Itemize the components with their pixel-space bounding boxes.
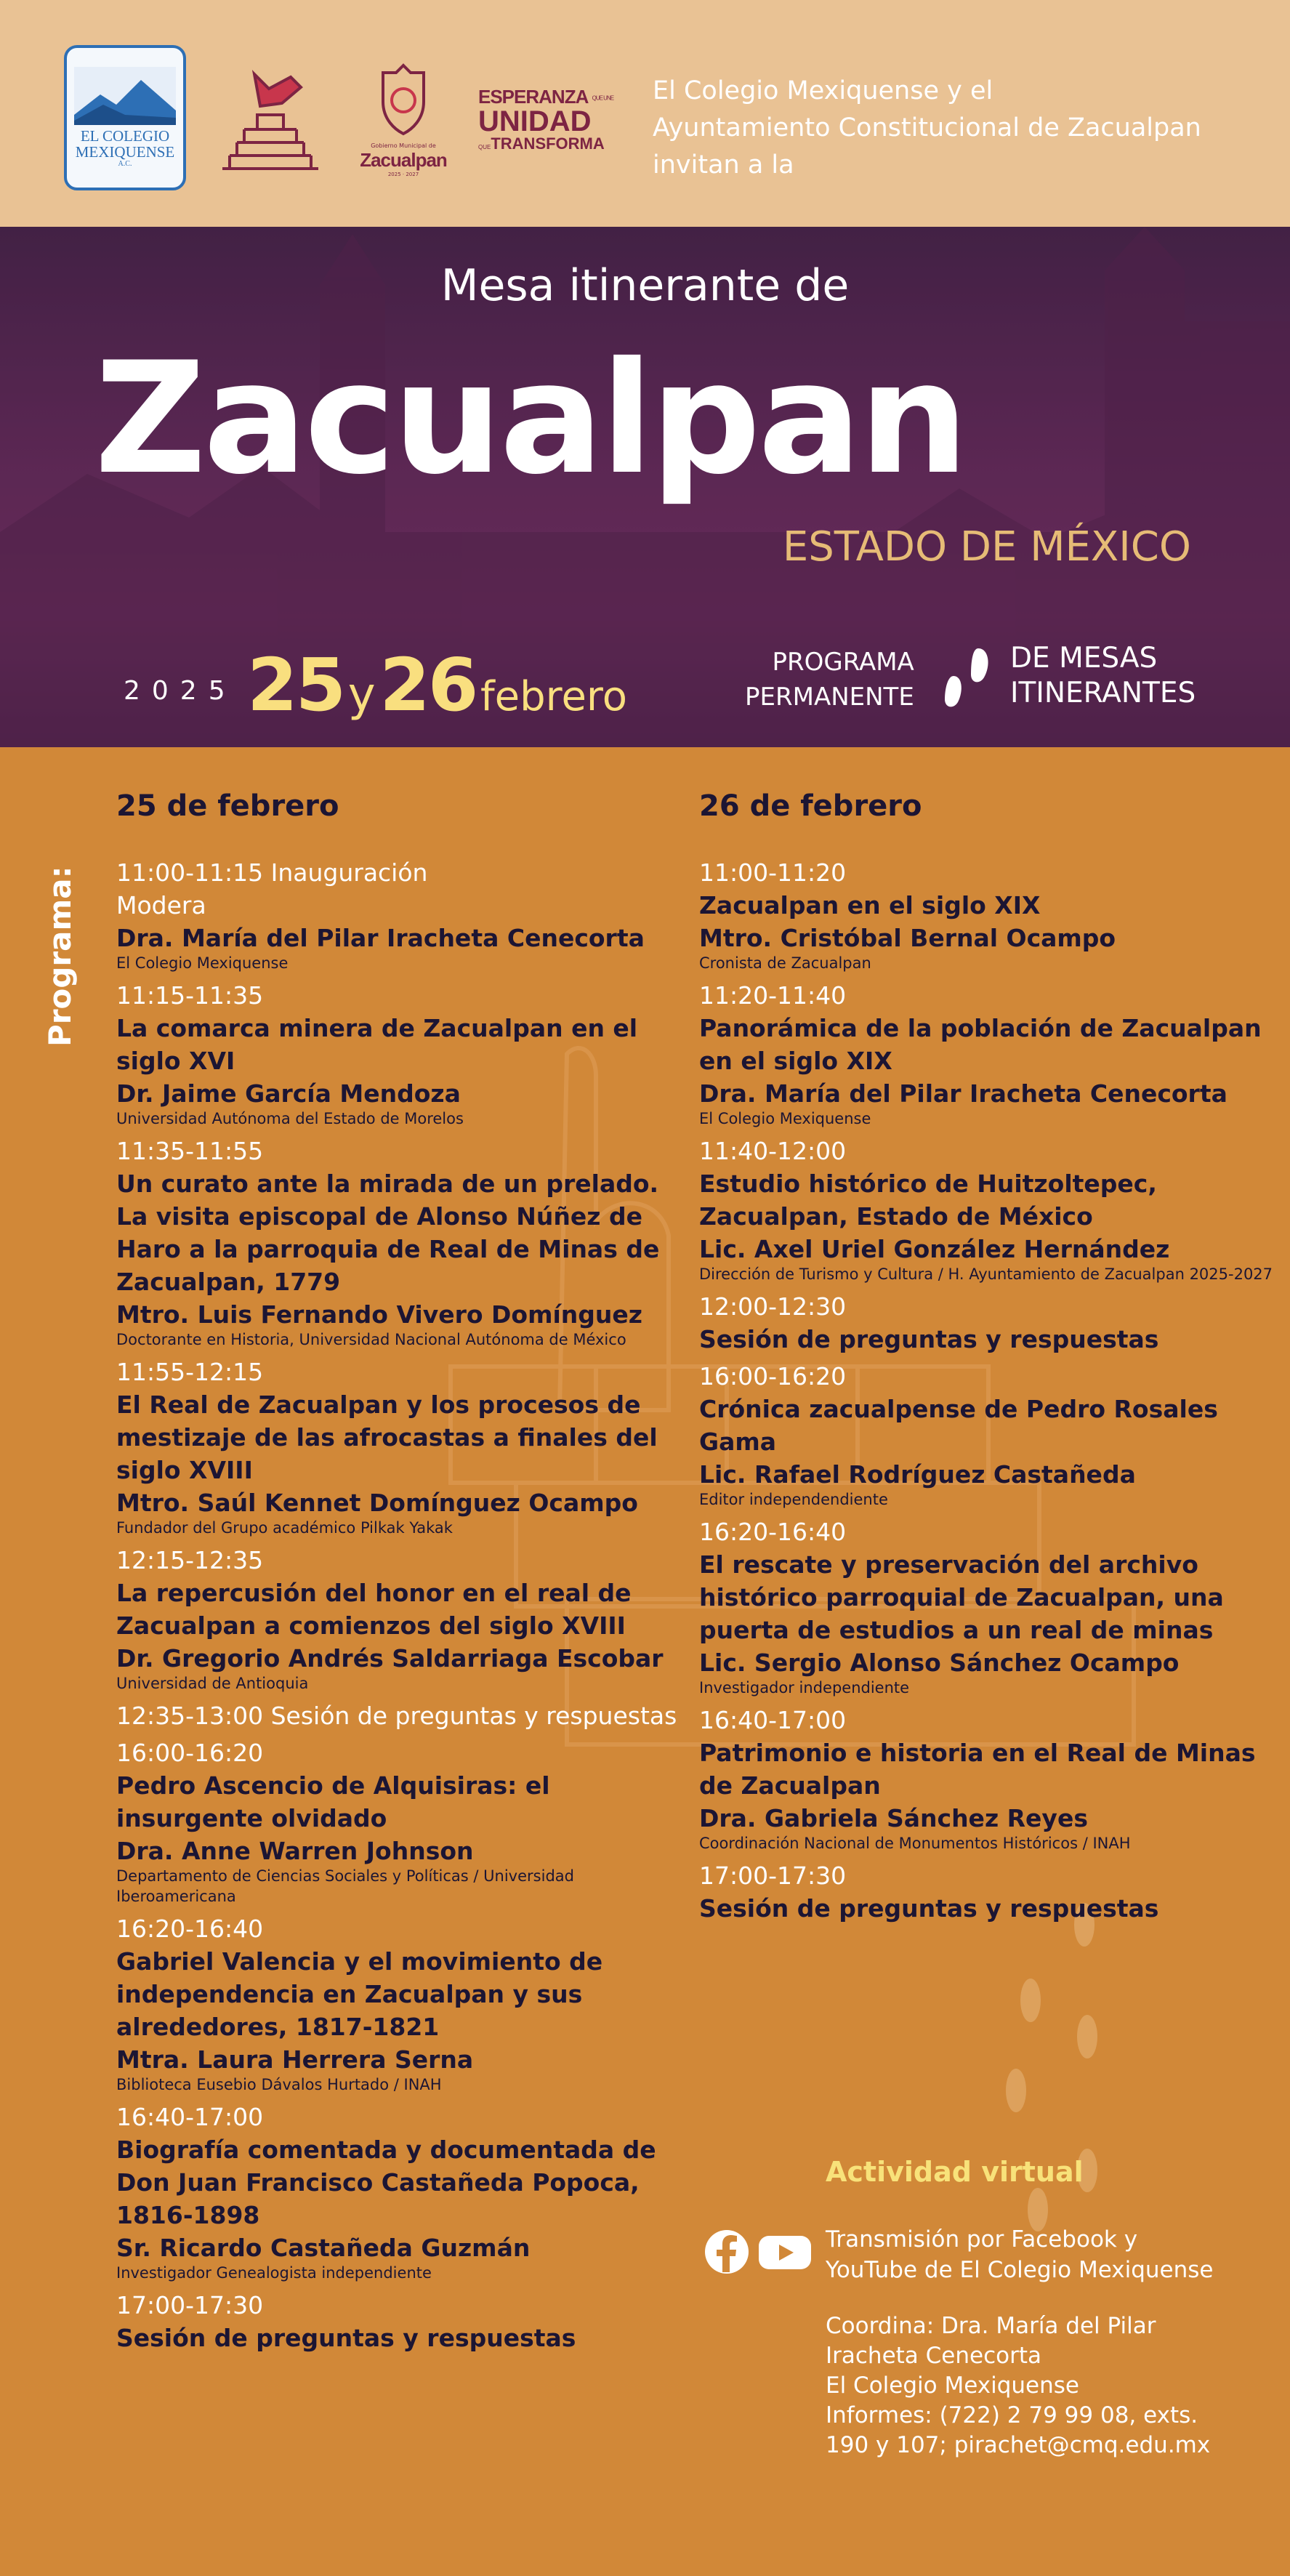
- invite-line: Ayuntamiento Constitucional de Zacualpan: [653, 113, 1201, 142]
- item-speaker: Mtro. Cristóbal Bernal Ocampo: [699, 924, 1116, 952]
- item-time: 12:00-12:30: [699, 1292, 847, 1321]
- item-time: 16:00-16:20: [116, 1739, 264, 1767]
- item-time: 16:20-16:40: [116, 1915, 264, 1943]
- municipio-name: Zacualpan: [360, 149, 447, 171]
- program-item: [699, 979, 1281, 1129]
- item-time: 16:00-16:20: [699, 1362, 847, 1390]
- item-affiliation: El Colegio Mexiquense: [699, 1110, 871, 1127]
- day1-items: [116, 856, 698, 2354]
- logo-line3: A.C.: [118, 160, 132, 168]
- program-item: [699, 1135, 1281, 1284]
- trans-line: YouTube de El Colegio Mexiquense: [826, 2257, 1214, 2283]
- coord-line: Coordina: Dra. María del Pilar: [826, 2313, 1156, 2339]
- logo-line2: MEXIQUENSE: [75, 143, 175, 161]
- item-title: La repercusión del honor en el real de Zacualpan a comienzos del siglo XVIII: [116, 1579, 632, 1640]
- program-item: [116, 1135, 698, 1350]
- program-item: [699, 1290, 1281, 1356]
- program-item: [116, 856, 698, 973]
- mesas-line1: DE MESAS: [1010, 642, 1158, 675]
- item-title: Pedro Ascencio de Alquisiras: el insurgente olvidado: [116, 1771, 550, 1832]
- program-item: [116, 2289, 698, 2354]
- program-item: [116, 1736, 698, 1907]
- item-title: Sesión de preguntas y respuestas: [699, 1894, 1159, 1923]
- item-speaker: Lic. Sergio Alonso Sánchez Ocampo: [699, 1649, 1180, 1677]
- item-time: 11:40-12:00: [699, 1137, 847, 1165]
- date-month: febrero: [480, 673, 627, 720]
- esp-l3s: QUE: [478, 144, 491, 150]
- program-item: [699, 1704, 1281, 1853]
- day2-column: [699, 789, 1281, 1929]
- date-y: y: [347, 668, 376, 722]
- program-item: [699, 856, 1281, 973]
- item-title: El Real de Zacualpan y los procesos de mestizaje de las afrocastas a finales del siglo XVIII: [116, 1390, 658, 1484]
- program-label: Programa:: [42, 866, 78, 1047]
- item-affiliation: El Colegio Mexiquense: [116, 954, 289, 972]
- item-title: Biografía comentada y documentada de Don Juan Francisco Castañeda Popoca, 1816-1898: [116, 2136, 656, 2229]
- item-time: 11:35-11:55: [116, 1137, 264, 1165]
- program-item: [116, 1699, 698, 1732]
- item-affiliation: Biblioteca Eusebio Dávalos Hurtado / INAH: [116, 2076, 442, 2093]
- item-time: 12:15-12:35: [116, 1546, 264, 1574]
- item-affiliation: Universidad Autónoma del Estado de Morelos: [116, 1110, 464, 1127]
- item-speaker: Dra. María del Pilar Iracheta Cenecorta: [699, 1079, 1227, 1108]
- youtube-icon[interactable]: [759, 2236, 811, 2269]
- item-affiliation: Departamento de Ciencias Sociales y Políticas / Universidad Iberoamericana: [116, 1867, 574, 1905]
- item-time: 11:55-12:15: [116, 1358, 264, 1386]
- item-title: Un curato ante la mirada de un prelado. La visita episcopal de Alonso Núñez de Haro a la parroquia de Real de Minas de Zacualpan, 1779: [116, 1170, 660, 1296]
- trans-line: Transmisión por Facebook y: [826, 2226, 1138, 2253]
- item-affiliation: Coordinación Nacional de Monumentos Históricos / INAH: [699, 1835, 1131, 1852]
- item-time: 11:15-11:35: [116, 981, 264, 1010]
- item-title: La comarca minera de Zacualpan en el siglo XVI: [116, 1014, 638, 1075]
- item-speaker: Dr. Jaime García Mendoza: [116, 1079, 461, 1108]
- item-speaker: Lic. Axel Uriel González Hernández: [699, 1235, 1170, 1263]
- program-item: [116, 1356, 698, 1538]
- item-affiliation: Universidad de Antioquia: [116, 1675, 309, 1692]
- program-item: [116, 1544, 698, 1694]
- esp-l3: TRANSFORMA: [491, 134, 605, 153]
- coord-line: Informes: (722) 2 79 99 08, exts.: [826, 2402, 1198, 2428]
- item-speaker: Mtra. Laura Herrera Serna: [116, 2045, 474, 2074]
- esp-l2: UNIDAD: [478, 105, 592, 137]
- item-affiliation: Cronista de Zacualpan: [699, 954, 871, 972]
- municipio-years: 2025 · 2027: [387, 172, 419, 177]
- item-time: 12:35-13:00 Sesión de preguntas y respuestas: [116, 1702, 677, 1730]
- program-item: [116, 979, 698, 1129]
- item-title: Sesión de preguntas y respuestas: [116, 2324, 576, 2352]
- esp-l1s: QUE UNE: [592, 94, 614, 102]
- item-speaker: Dra. María del Pilar Iracheta Cenecorta: [116, 924, 645, 952]
- program-line2: PERMANENTE: [745, 683, 914, 712]
- coord-line: Iracheta Cenecorta: [826, 2343, 1041, 2369]
- item-speaker: Lic. Rafael Rodríguez Castañeda: [699, 1460, 1136, 1489]
- program-item: [116, 2101, 698, 2283]
- item-time: 16:40-17:00: [116, 2103, 264, 2131]
- esp-l1: ESPERANZA: [478, 86, 588, 108]
- municipio-small: Gobierno Municipal de: [371, 142, 436, 149]
- item-time: 17:00-17:30: [116, 2291, 264, 2319]
- item-title: Gabriel Valencia y el movimiento de independencia en Zacualpan y sus alrededores, 1817-1821: [116, 1947, 603, 2041]
- hero-state: ESTADO DE MÉXICO: [782, 523, 1191, 571]
- item-speaker: Dra. Anne Warren Johnson: [116, 1837, 474, 1865]
- item-affiliation: Dirección de Turismo y Cultura / H. Ayuntamiento de Zacualpan 2025-2027: [699, 1265, 1273, 1283]
- item-time: 11:00-11:15 Inauguración: [116, 858, 428, 887]
- item-moderator-label: Modera: [116, 891, 206, 919]
- hero-subtitle: Mesa itinerante de: [440, 260, 850, 311]
- item-speaker: Mtro. Luis Fernando Vivero Domínguez: [116, 1300, 643, 1329]
- program-item: [699, 1859, 1281, 1925]
- item-title: Patrimonio e historia en el Real de Minas de Zacualpan: [699, 1739, 1256, 1800]
- item-affiliation: Doctorante en Historia, Universidad Nacional Autónoma de México: [116, 1331, 626, 1348]
- program-item: [699, 1516, 1281, 1698]
- item-affiliation: Investigador independiente: [699, 1679, 910, 1696]
- facebook-icon[interactable]: [705, 2230, 749, 2274]
- item-speaker: Mtro. Saúl Kennet Domínguez Ocampo: [116, 1489, 638, 1517]
- item-speaker: Dr. Gregorio Andrés Saldarriaga Escobar: [116, 1644, 664, 1673]
- date-day1: 25: [247, 643, 344, 728]
- day2-items: [699, 856, 1281, 1925]
- item-affiliation: Investigador Genealogista independiente: [116, 2264, 432, 2282]
- coordina-text: [826, 2311, 1276, 2460]
- item-title: Estudio histórico de Huitzoltepec, Zacualpan, Estado de México: [699, 1170, 1157, 1231]
- program-line1: PROGRAMA: [772, 648, 914, 677]
- item-time: 16:40-17:00: [699, 1706, 847, 1734]
- item-speaker: Sr. Ricardo Castañeda Guzmán: [116, 2234, 531, 2262]
- item-time: 11:20-11:40: [699, 981, 847, 1010]
- item-title: Panorámica de la población de Zacualpan en el siglo XIX: [699, 1014, 1262, 1075]
- item-title: Sesión de preguntas y respuestas: [699, 1325, 1159, 1353]
- item-time: 11:00-11:20: [699, 858, 847, 887]
- day1-heading: 25 de febrero: [116, 789, 339, 823]
- item-title: Zacualpan en el siglo XIX: [699, 891, 1041, 919]
- item-time: 17:00-17:30: [699, 1861, 847, 1890]
- virtual-heading: Actividad virtual: [826, 2156, 1084, 2188]
- logo-line1: EL COLEGIO: [80, 127, 170, 145]
- program-item: [699, 1360, 1281, 1510]
- item-title: El rescate y preservación del archivo histórico parroquial de Zacualpan, una puerta de estudios a un real de minas: [699, 1550, 1224, 1644]
- item-affiliation: Editor independendiente: [699, 1491, 888, 1508]
- day2-heading: 26 de febrero: [699, 789, 922, 823]
- program-item: [116, 1912, 698, 2095]
- hero-title: Zacualpan: [94, 329, 966, 508]
- transmision-text: [826, 2224, 1276, 2285]
- item-time: 16:20-16:40: [699, 1518, 847, 1546]
- date-day2: 26: [379, 643, 477, 728]
- coord-line: 190 y 107; pirachet@cmq.edu.mx: [826, 2432, 1211, 2458]
- day1-column: [116, 789, 698, 2359]
- invite-line: El Colegio Mexiquense y el: [653, 76, 993, 105]
- coord-line: El Colegio Mexiquense: [826, 2372, 1079, 2399]
- mesas-line2: ITINERANTES: [1010, 677, 1196, 709]
- social-icons: [704, 2227, 813, 2278]
- item-affiliation: Fundador del Grupo académico Pilkak Yakak: [116, 1519, 453, 1537]
- item-title: Crónica zacualpense de Pedro Rosales Gama: [699, 1395, 1218, 1456]
- item-speaker: Dra. Gabriela Sánchez Reyes: [699, 1804, 1088, 1832]
- hero-year: 2025: [124, 676, 237, 706]
- invite-line: invitan a la: [653, 150, 794, 180]
